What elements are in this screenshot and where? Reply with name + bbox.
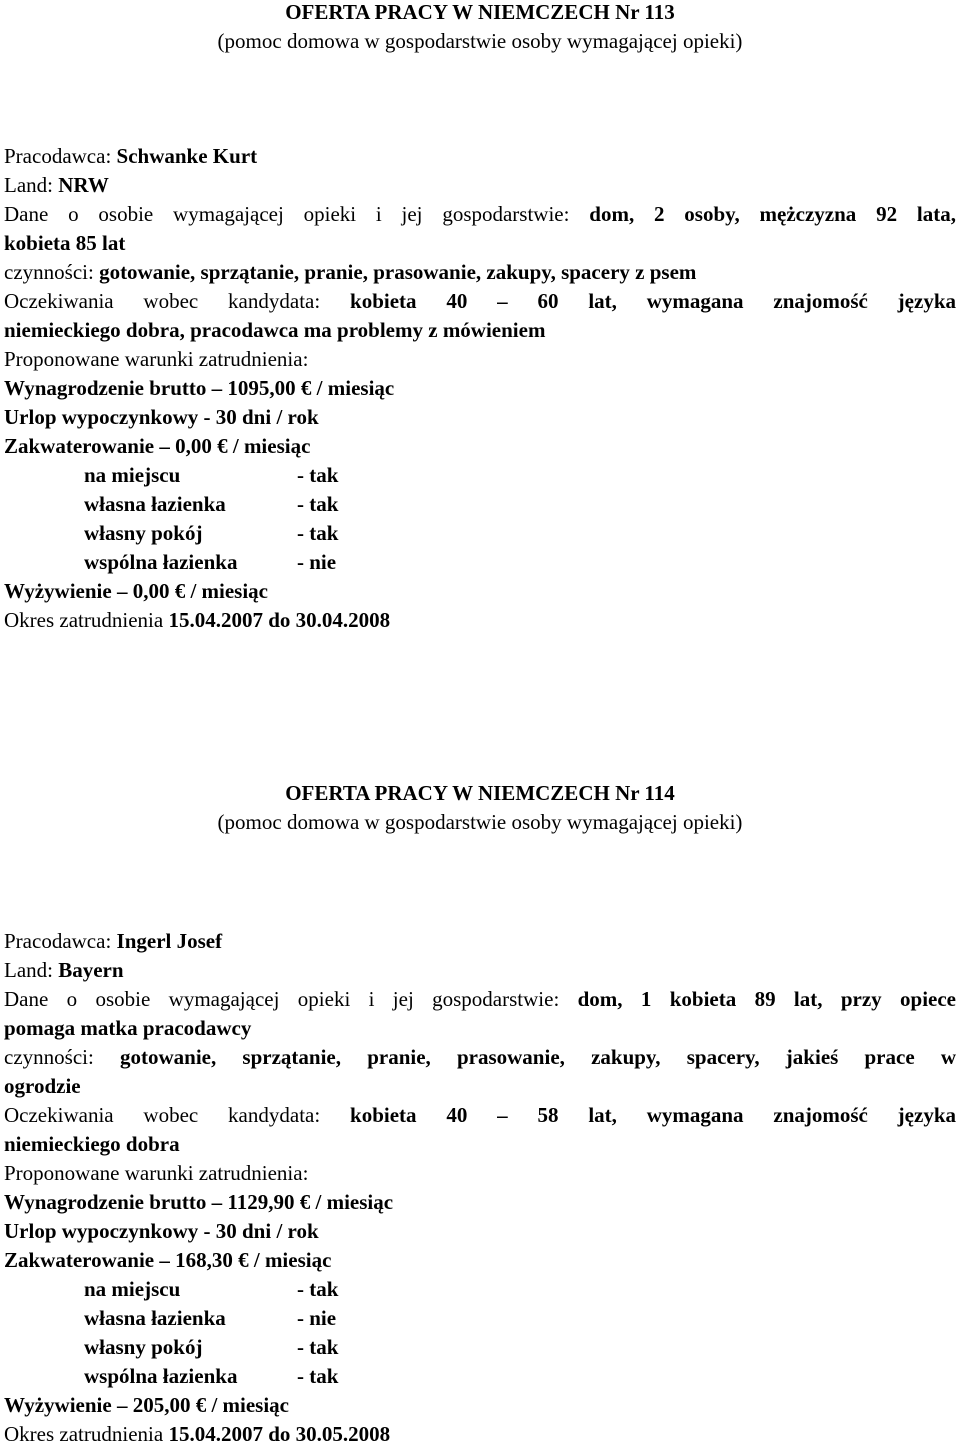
housing-item-value: - tak xyxy=(297,1364,339,1388)
tasks-label: czynności: xyxy=(4,1045,120,1069)
land-line xyxy=(4,956,956,985)
employer-name: Ingerl Josef xyxy=(116,929,223,953)
housing-item-shared-bathroom xyxy=(4,1362,956,1391)
vacation-line: Urlop wypoczynkowy - 30 dni / rok xyxy=(4,405,319,429)
housing-item-label: wspólna łazienka xyxy=(84,550,238,574)
housing-item-shared-bathroom xyxy=(4,548,956,577)
housing-item-label: na miejscu xyxy=(84,463,181,487)
expectations-label: Oczekiwania wobec kandydata: xyxy=(4,289,351,313)
household-label: Dane o osobie wymagającej opieki i jej gospodarstwie: xyxy=(4,987,578,1011)
employer-label: Pracodawca: xyxy=(4,144,117,168)
conditions-label: Proponowane warunki zatrudnienia: xyxy=(4,1161,309,1185)
housing-item-value: - tak xyxy=(297,1277,339,1301)
household-value: dom, 2 osoby, mężczyzna 92 lata, xyxy=(589,202,956,226)
housing-item-label: na miejscu xyxy=(84,1277,181,1301)
employer-line xyxy=(4,142,956,171)
expectations-value: kobieta 40 – 58 lat, wymagana znajomość języka xyxy=(350,1103,956,1127)
land-label: Land: xyxy=(4,173,59,197)
tasks-line xyxy=(4,258,956,287)
salary-line: Wynagrodzenie brutto – 1095,00 € / miesiąc xyxy=(4,376,395,400)
period-label: Okres zatrudnienia xyxy=(4,1422,169,1446)
offer-subtitle: (pomoc domowa w gospodarstwie osoby wymagającej opieki) xyxy=(217,29,743,53)
expectations-line-continued: niemieckiego dobra xyxy=(4,1132,180,1156)
housing-item-own-bathroom xyxy=(4,490,956,519)
tasks-label: czynności: xyxy=(4,260,100,284)
household-line-continued: pomaga matka pracodawcy xyxy=(4,1016,252,1040)
housing-line: Zakwaterowanie – 0,00 € / miesiąc xyxy=(4,434,311,458)
expectations-line xyxy=(4,1101,956,1130)
offer-subtitle: (pomoc domowa w gospodarstwie osoby wymagającej opieki) xyxy=(217,810,743,834)
period-value: 15.04.2007 do 30.05.2008 xyxy=(168,1422,391,1446)
land-line xyxy=(4,171,956,200)
employer-line xyxy=(4,927,956,956)
household-line xyxy=(4,985,956,1014)
land-value: Bayern xyxy=(58,958,124,982)
housing-item-value: - tak xyxy=(297,521,339,545)
salary-line: Wynagrodzenie brutto – 1129,90 € / miesiąc xyxy=(4,1190,394,1214)
land-label: Land: xyxy=(4,958,59,982)
tasks-value: gotowanie, sprzątanie, pranie, prasowanie, zakupy, spacery, jakieś prace w xyxy=(120,1045,956,1069)
housing-item-value: - tak xyxy=(297,1335,339,1359)
housing-item-label: własna łazienka xyxy=(84,492,226,516)
period-label: Okres zatrudnienia xyxy=(4,608,169,632)
housing-item-own-bathroom xyxy=(4,1304,956,1333)
expectations-value: kobieta 40 – 60 lat, wymagana znajomość języka xyxy=(350,289,956,313)
period-line xyxy=(4,606,956,635)
housing-item-label: wspólna łazienka xyxy=(84,1364,238,1388)
housing-item-own-room xyxy=(4,1333,956,1362)
tasks-line xyxy=(4,1043,956,1072)
offer-title: OFERTA PRACY W NIEMCZECH Nr 114 xyxy=(285,781,675,805)
housing-item-value: - nie xyxy=(297,1306,337,1330)
tasks-value: gotowanie, sprzątanie, pranie, prasowanie, zakupy, spacery z psem xyxy=(99,260,697,284)
housing-item-value: - tak xyxy=(297,492,339,516)
board-line: Wyżywienie – 205,00 € / miesiąc xyxy=(4,1393,290,1417)
tasks-line-continued: ogrodzie xyxy=(4,1074,81,1098)
land-value: NRW xyxy=(58,173,109,197)
offer-title: OFERTA PRACY W NIEMCZECH Nr 113 xyxy=(285,0,675,24)
housing-line: Zakwaterowanie – 168,30 € / miesiąc xyxy=(4,1248,332,1272)
housing-item-label: własny pokój xyxy=(84,521,203,545)
expectations-label: Oczekiwania wobec kandydata: xyxy=(4,1103,351,1127)
housing-item-own-room xyxy=(4,519,956,548)
housing-item-on-site xyxy=(4,1275,956,1304)
housing-item-label: własny pokój xyxy=(84,1335,203,1359)
expectations-line xyxy=(4,287,956,316)
household-line-continued: kobieta 85 lat xyxy=(4,231,126,255)
expectations-line-continued: niemieckiego dobra, pracodawca ma problemy z mówieniem xyxy=(4,318,546,342)
household-value: dom, 1 kobieta 89 lat, przy opiece xyxy=(577,987,956,1011)
household-label: Dane o osobie wymagającej opieki i jej gospodarstwie: xyxy=(4,202,590,226)
period-line xyxy=(4,1420,956,1449)
housing-item-on-site xyxy=(4,461,956,490)
vacation-line: Urlop wypoczynkowy - 30 dni / rok xyxy=(4,1219,319,1243)
board-line: Wyżywienie – 0,00 € / miesiąc xyxy=(4,579,269,603)
period-value: 15.04.2007 do 30.04.2008 xyxy=(168,608,391,632)
employer-name: Schwanke Kurt xyxy=(116,144,258,168)
housing-item-value: - nie xyxy=(297,550,337,574)
conditions-label: Proponowane warunki zatrudnienia: xyxy=(4,347,309,371)
household-line xyxy=(4,200,956,229)
housing-item-label: własna łazienka xyxy=(84,1306,226,1330)
housing-item-value: - tak xyxy=(297,463,339,487)
employer-label: Pracodawca: xyxy=(4,929,117,953)
